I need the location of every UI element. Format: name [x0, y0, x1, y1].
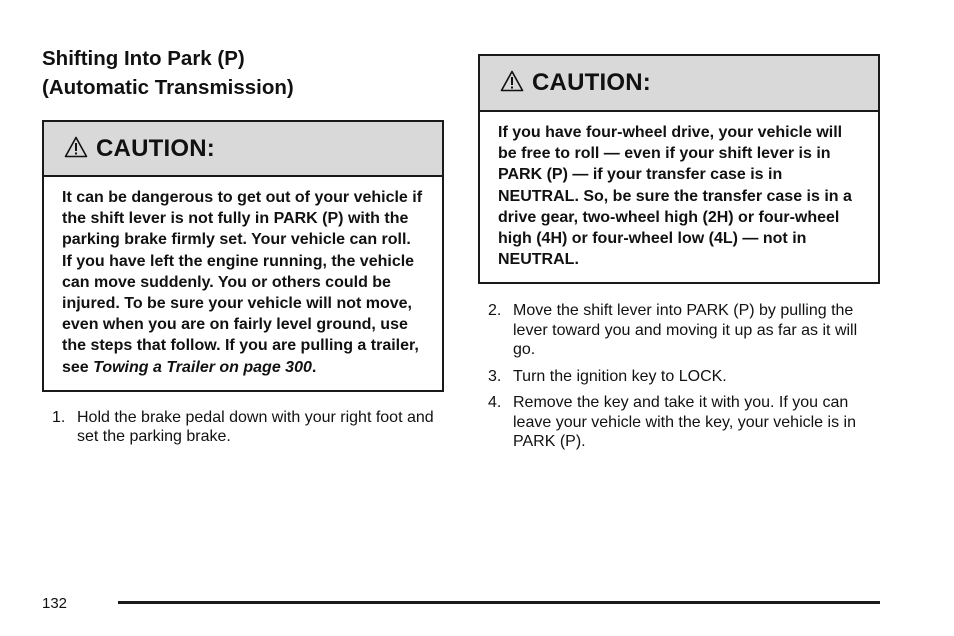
section-title-line1: Shifting Into Park (P)	[42, 47, 245, 70]
step-number: 4.	[488, 394, 502, 412]
list-item	[478, 367, 880, 387]
section-title-line2: (Automatic Transmission)	[42, 76, 294, 99]
warning-triangle-icon	[500, 70, 524, 92]
caution-box-right	[478, 54, 880, 284]
caution-label: CAUTION:	[532, 69, 651, 96]
caution-text: It can be dangerous to get out of your vehicle if the shift lever is not fully in PARK (P) with the parking brake firmly set. Your vehicle can roll. If you have left the engine running, the vehicle can move suddenly. You or others could be injured. To be sure your vehicle will not move, even when you are on fairly level ground, use the steps that follow. If you are pulling a trailer, see	[62, 189, 423, 376]
caution-label: CAUTION:	[96, 134, 215, 162]
caution-body	[44, 177, 442, 390]
step-number: 3.	[488, 367, 502, 385]
warning-triangle-icon	[64, 136, 88, 158]
cross-reference-link[interactable]: Towing a Trailer on page 300	[93, 358, 312, 376]
caution-box-left	[42, 120, 444, 392]
caution-body: If you have four-wheel drive, your vehicle will be free to roll — even if your shift lever is in PARK (P) — if your transfer case is in NEUTRAL. So, be sure the transfer case is in a drive gear, two-wheel high (2H) or four-wheel high (4H) or four-wheel low (4L) — not in NEUTRAL.	[498, 124, 852, 269]
step-number: 2.	[488, 302, 502, 320]
steps-list-right	[478, 301, 880, 452]
footer-divider	[118, 601, 880, 604]
list-item	[42, 408, 444, 447]
list-item	[478, 393, 880, 452]
caution-text-tail: .	[311, 358, 317, 376]
step-number: 1.	[52, 408, 66, 426]
step-text: Remove the key and take it with you. If you can leave your vehicle with the key, your vehicle is in PARK (P).	[513, 394, 856, 451]
step-text: Hold the brake pedal down with your right foot and set the parking brake.	[77, 408, 434, 446]
left-column	[42, 44, 444, 454]
step-text: Move the shift lever into PARK (P) by pulling the lever toward you and moving it up as far as it will go.	[513, 302, 858, 359]
steps-list-left	[42, 408, 444, 447]
section-title	[42, 44, 444, 102]
list-item	[478, 301, 880, 360]
caution-header	[44, 122, 442, 177]
step-text: Turn the ignition key to LOCK.	[513, 367, 727, 385]
right-column	[478, 54, 880, 459]
caution-header	[480, 56, 878, 112]
page-number: 132	[42, 595, 68, 612]
